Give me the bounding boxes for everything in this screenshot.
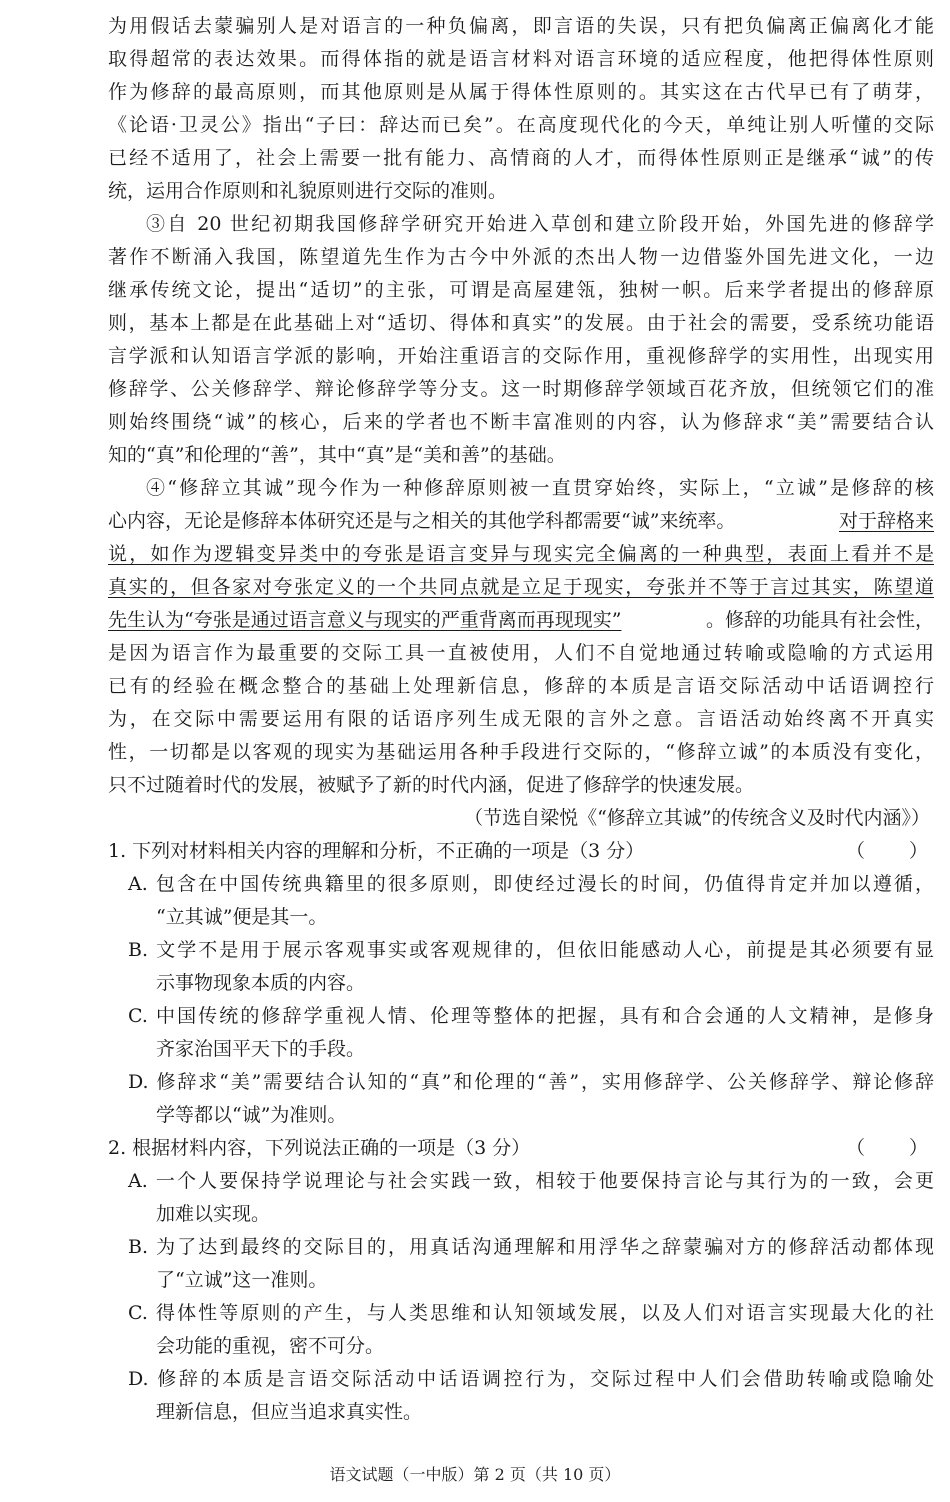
passage-line: 为用假话去蒙骗别人是对语言的一种负偏离，即言语的失误，只有把负偏离正偏离化才能 [108,15,934,37]
passage-line: 已经不适用了，社会上需要一批有能力、高情商的人才，而得体性原则正是继承“诚”的传 [108,147,934,169]
option-b: B. 文学不是用于展示客观事实或客观规律的，但依旧能感动人心，前提是其必须要有显 [128,939,934,961]
option-d-cont: 理新信息，但应当追求真实性。 [156,1401,423,1423]
passage-line: ③自 20 世纪初期我国修辞学研究开始进入草创和建立阶段开始，外国先进的修辞学 [146,213,934,235]
option-a: A. 包含在中国传统典籍里的很多原则，即使经过漫长的时间，仍值得肯定并加以遵循， [128,873,934,895]
question-stem: 2. 根据材料内容，下列说法正确的一项是（3 分） [108,1137,531,1159]
underlined-text: 说，如作为逻辑变异类中的夸张是语言变异与现实完全偏离的一种典型，表面上看并不是 [108,543,934,565]
passage-line: 为，在交际中需要运用有限的话语序列生成无限的言外之意。言语活动始终离不开真实 [108,708,934,730]
passage-line [108,505,934,538]
option-a: A. 一个人要保持学说理论与社会实践一致，相较于他要保持言论与其行为的一致，会更 [128,1170,934,1192]
passage-line: 统，运用合作原则和礼貌原则进行交际的准则。 [108,180,508,202]
passage-line: 取得超常的表达效果。而得体指的就是语言材料对语言环境的适应程度，他把得体性原则 [108,48,934,70]
source-citation: （节选自梁悦《“修辞立其诚”的传统含义及时代内涵》） [464,807,930,829]
passage-line: 是因为语言作为最重要的交际工具一直被使用，人们不自觉地通过转喻或隐喻的方式运用 [108,642,934,664]
option-a-cont: 加难以实现。 [156,1203,271,1225]
passage-line: 知的“真”和伦理的“善”，其中“真”是“美和善”的基础。 [108,444,566,466]
option-c: C. 中国传统的修辞学重视人情、伦理等整体的把握，具有和合会通的人文精神，是修身 [128,1005,934,1027]
question-1 [108,835,934,868]
passage-text: 。修辞的功能具有社会性， [705,609,934,631]
passage-line: 则，基本上都是在此基础上对“适切、得体和真实”的发展。由于社会的需要，受系统功能语 [108,312,934,334]
answer-blank: （ ） [845,1137,930,1159]
option-c-cont: 齐家治国平天下的手段。 [156,1038,366,1060]
passage-text: 心内容，无论是修辞本体研究还是与之相关的其他学科都需要“诚”来统率。 [108,510,736,532]
passage-line: 性，一切都是以客观的现实为基础运用各种手段进行交际的，“修辞立诚”的本质没有变化， [108,741,934,763]
option-c: C. 得体性等原则的产生，与人类思维和认知领域发展，以及人们对语言实现最大化的社 [128,1302,934,1324]
passage-line: 则始终围绕“诚”的核心，后来的学者也不断丰富准则的内容，认为修辞求“美”需要结合认 [108,411,934,433]
option-b-cont: 了“立诚”这一准则。 [156,1269,328,1291]
option-d: D. 修辞求“美”需要结合认知的“真”和伦理的“善”，实用修辞学、公关修辞学、辩论修辞 [128,1071,934,1093]
option-b: B. 为了达到最终的交际目的，用真话沟通理解和用浮华之辞蒙骗对方的修辞活动都体现 [128,1236,934,1258]
passage-line [108,571,934,604]
passage-line: 修辞学、公关修辞学、辩论修辞学等分支。这一时期修辞学领域百花齐放，但统领它们的准 [108,378,934,400]
question-stem: 1. 下列对材料相关内容的理解和分析，不正确的一项是（3 分） [108,840,645,862]
question-2 [108,1132,934,1165]
passage-line: 作为修辞的最高原则，而其他原则是从属于得体性原则的。其实这在古代早已有了萌芽， [108,81,934,103]
underlined-text: 先生认为“夸张是通过语言意义与现实的严重背离而再现现实” [108,609,622,631]
passage-line: 继承传统文论，提出“适切”的主张，可谓是高屋建瓴，独树一帜。后来学者提出的修辞原 [108,279,934,301]
exam-page [108,10,934,1429]
page-footer: 语文试题（一中版）第 2 页（共 10 页） [329,1465,621,1484]
passage-line: 《论语·卫灵公》指出“子曰：辞达而已矣”。在高度现代化的今天，单纯让别人听懂的交际 [108,114,934,136]
passage-line: 言学派和认知语言学派的影响，开始注重语言的交际作用，重视修辞学的实用性，出现实用 [108,345,934,367]
answer-blank: （ ） [845,840,930,862]
passage-line [108,604,934,637]
option-b-cont: 示事物现象本质的内容。 [156,972,366,994]
option-d-cont: 学等都以“诚”为准则。 [156,1104,347,1126]
underlined-text: 对于辞格来 [838,510,934,532]
option-c-cont: 会功能的重视，密不可分。 [156,1335,385,1357]
option-d: D. 修辞的本质是言语交际活动中话语调控行为，交际过程中人们会借助转喻或隐喻处 [128,1368,934,1390]
underlined-text: 真实的，但各家对夸张定义的一个共同点就是立足于现实，夸张并不等于言过其实，陈望道 [108,576,934,598]
option-a-cont: “立其诚”便是其一。 [156,906,328,928]
passage-line: ④“修辞立其诚”现今作为一种修辞原则被一直贯穿始终，实际上，“立诚”是修辞的核 [146,477,934,499]
passage-line: 著作不断涌入我国，陈望道先生作为古今中外派的杰出人物一边借鉴外国先进文化，一边 [108,246,934,268]
passage-line [108,538,934,571]
passage-line: 只不过随着时代的发展，被赋予了新的时代内涵，促进了修辞学的快速发展。 [108,774,755,796]
passage-line: 已有的经验在概念整合的基础上处理新信息，修辞的本质是言语交际活动中话语调控行 [108,675,934,697]
